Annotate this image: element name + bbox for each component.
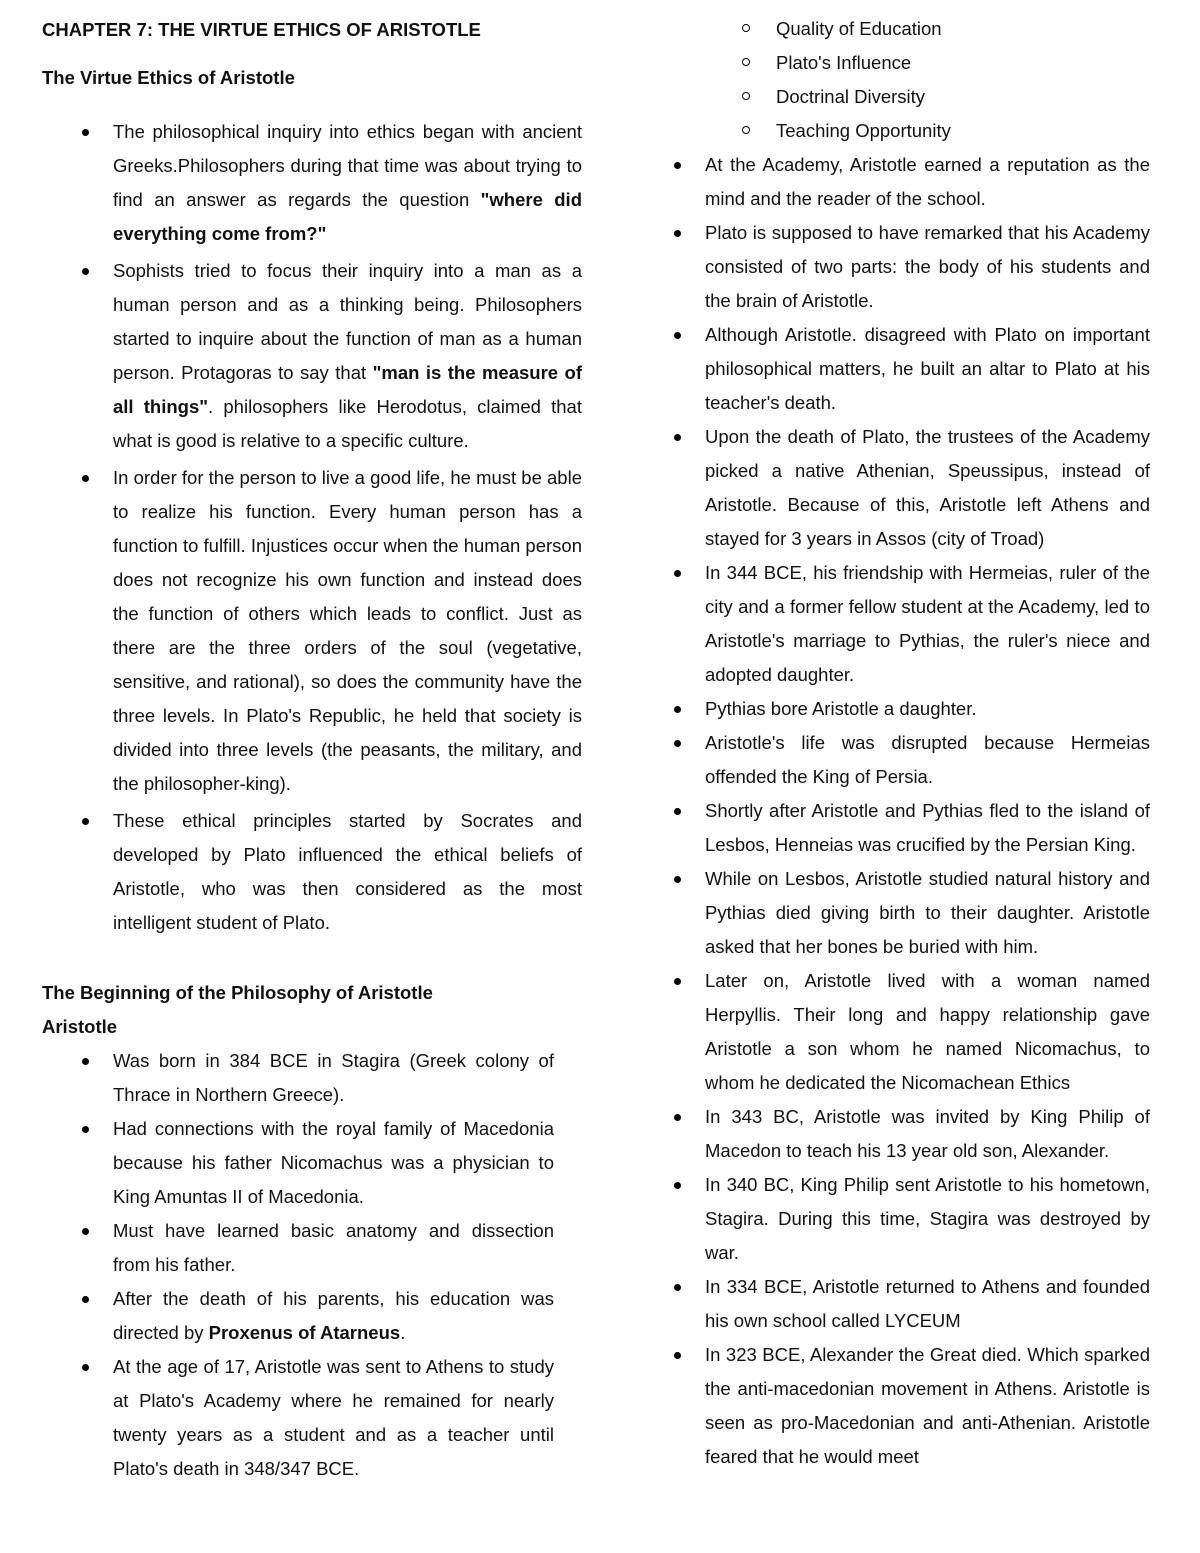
list-item: In 323 BCE, Alexander the Great died. Which sparked the anti-macedonian movement in Athens. Aristotle is seen as pro-Macedonian and anti-Athenian. Aristotle feared that he would meet	[666, 1338, 1150, 1474]
right-column	[666, 0, 1150, 1474]
list-item: Later on, Aristotle lived with a woman named Herpyllis. Their long and happy relationship gave Aristotle a son whom he named Nicomachus, to whom he dedicated the Nicomachean Ethics	[666, 964, 1150, 1100]
virtue-ethics-list	[42, 115, 582, 940]
section-heading-virtue-ethics: The Virtue Ethics of Aristotle	[42, 67, 295, 88]
list-item: Plato is supposed to have remarked that his Academy consisted of two parts: the body of his students and the brain of Aristotle.	[666, 216, 1150, 318]
section-heading-beginning: The Beginning of the Philosophy of Aristotle	[42, 982, 433, 1003]
section-subheading-aristotle: Aristotle	[42, 1016, 118, 1037]
list-item: Aristotle's life was disrupted because Hermeias offended the King of Persia.	[666, 726, 1150, 794]
list-item: In order for the person to live a good life, he must be able to realize his function. Every human person has a function to fulfill. Injustices occur when the human person does not recognize his own function and instead does the function of others which leads to conflict. Just as there are the three orders of the soul (vegetative, sensitive, and rational), so does the community have the three levels. In Plato's Republic, he held that society is divided into three levels (the peasants, the military, and the philosopher-king).	[42, 461, 582, 801]
reasons-sublist	[666, 12, 1150, 148]
list-item: Shortly after Aristotle and Pythias fled to the island of Lesbos, Henneias was crucified by the Persian King.	[666, 794, 1150, 862]
list-item: Had connections with the royal family of Macedonia because his father Nicomachus was a physician to King Amuntas II of Macedonia.	[42, 1112, 554, 1214]
list-item: Although Aristotle. disagreed with Plato on important philosophical matters, he built an altar to Plato at his teacher's death.	[666, 318, 1150, 420]
list-item: In 334 BCE, Aristotle returned to Athens and founded his own school called LYCEUM	[666, 1270, 1150, 1338]
list-item: In 344 BCE, his friendship with Hermeias, ruler of the city and a former fellow student at the Academy, led to Aristotle's marriage to Pythias, the ruler's niece and adopted daughter.	[666, 556, 1150, 692]
list-item: Was born in 384 BCE in Stagira (Greek colony of Thrace in Northern Greece).	[42, 1044, 554, 1112]
aristotle-life-list	[666, 148, 1150, 1474]
sub-list-item: Plato's Influence	[666, 46, 1150, 80]
chapter-title: CHAPTER 7: THE VIRTUE ETHICS OF ARISTOTLE	[42, 19, 481, 40]
list-item: Must have learned basic anatomy and dissection from his father.	[42, 1214, 554, 1282]
list-item: These ethical principles started by Socrates and developed by Plato influenced the ethical beliefs of Aristotle, who was then considered as the most intelligent student of Plato.	[42, 804, 582, 940]
list-item: At the Academy, Aristotle earned a reputation as the mind and the reader of the school.	[666, 148, 1150, 216]
list-item: Pythias bore Aristotle a daughter.	[666, 692, 1150, 726]
list-item: While on Lesbos, Aristotle studied natural history and Pythias died giving birth to their daughter. Aristotle asked that her bones be buried with him.	[666, 862, 1150, 964]
list-item: The philosophical inquiry into ethics began with ancient Greeks.Philosophers during that time was about trying to find an answer as regards the question "where did everything come from?"	[42, 115, 582, 251]
list-item: After the death of his parents, his education was directed by Proxenus of Atarneus.	[42, 1282, 554, 1350]
list-item: Upon the death of Plato, the trustees of the Academy picked a native Athenian, Speussipus, instead of Aristotle. Because of this, Aristotle left Athens and stayed for 3 years in Assos (city of Troad)	[666, 420, 1150, 556]
left-column	[42, 0, 582, 1486]
list-item: In 340 BC, King Philip sent Aristotle to his hometown, Stagira. During this time, Stagira was destroyed by war.	[666, 1168, 1150, 1270]
list-item: Sophists tried to focus their inquiry into a man as a human person and as a thinking being. Philosophers started to inquire about the function of man as a human person. Protagoras to say that "man is the measure of all things". philosophers like Herodotus, claimed that what is good is relative to a specific culture.	[42, 254, 582, 458]
aristotle-bio-list	[42, 1044, 554, 1486]
list-item: In 343 BC, Aristotle was invited by King Philip of Macedon to teach his 13 year old son, Alexander.	[666, 1100, 1150, 1168]
sub-list-item: Quality of Education	[666, 12, 1150, 46]
sub-list-item: Teaching Opportunity	[666, 114, 1150, 148]
sub-list-item: Doctrinal Diversity	[666, 80, 1150, 114]
list-item: At the age of 17, Aristotle was sent to Athens to study at Plato's Academy where he remained for nearly twenty years as a student and as a teacher until Plato's death in 348/347 BCE.	[42, 1350, 554, 1486]
